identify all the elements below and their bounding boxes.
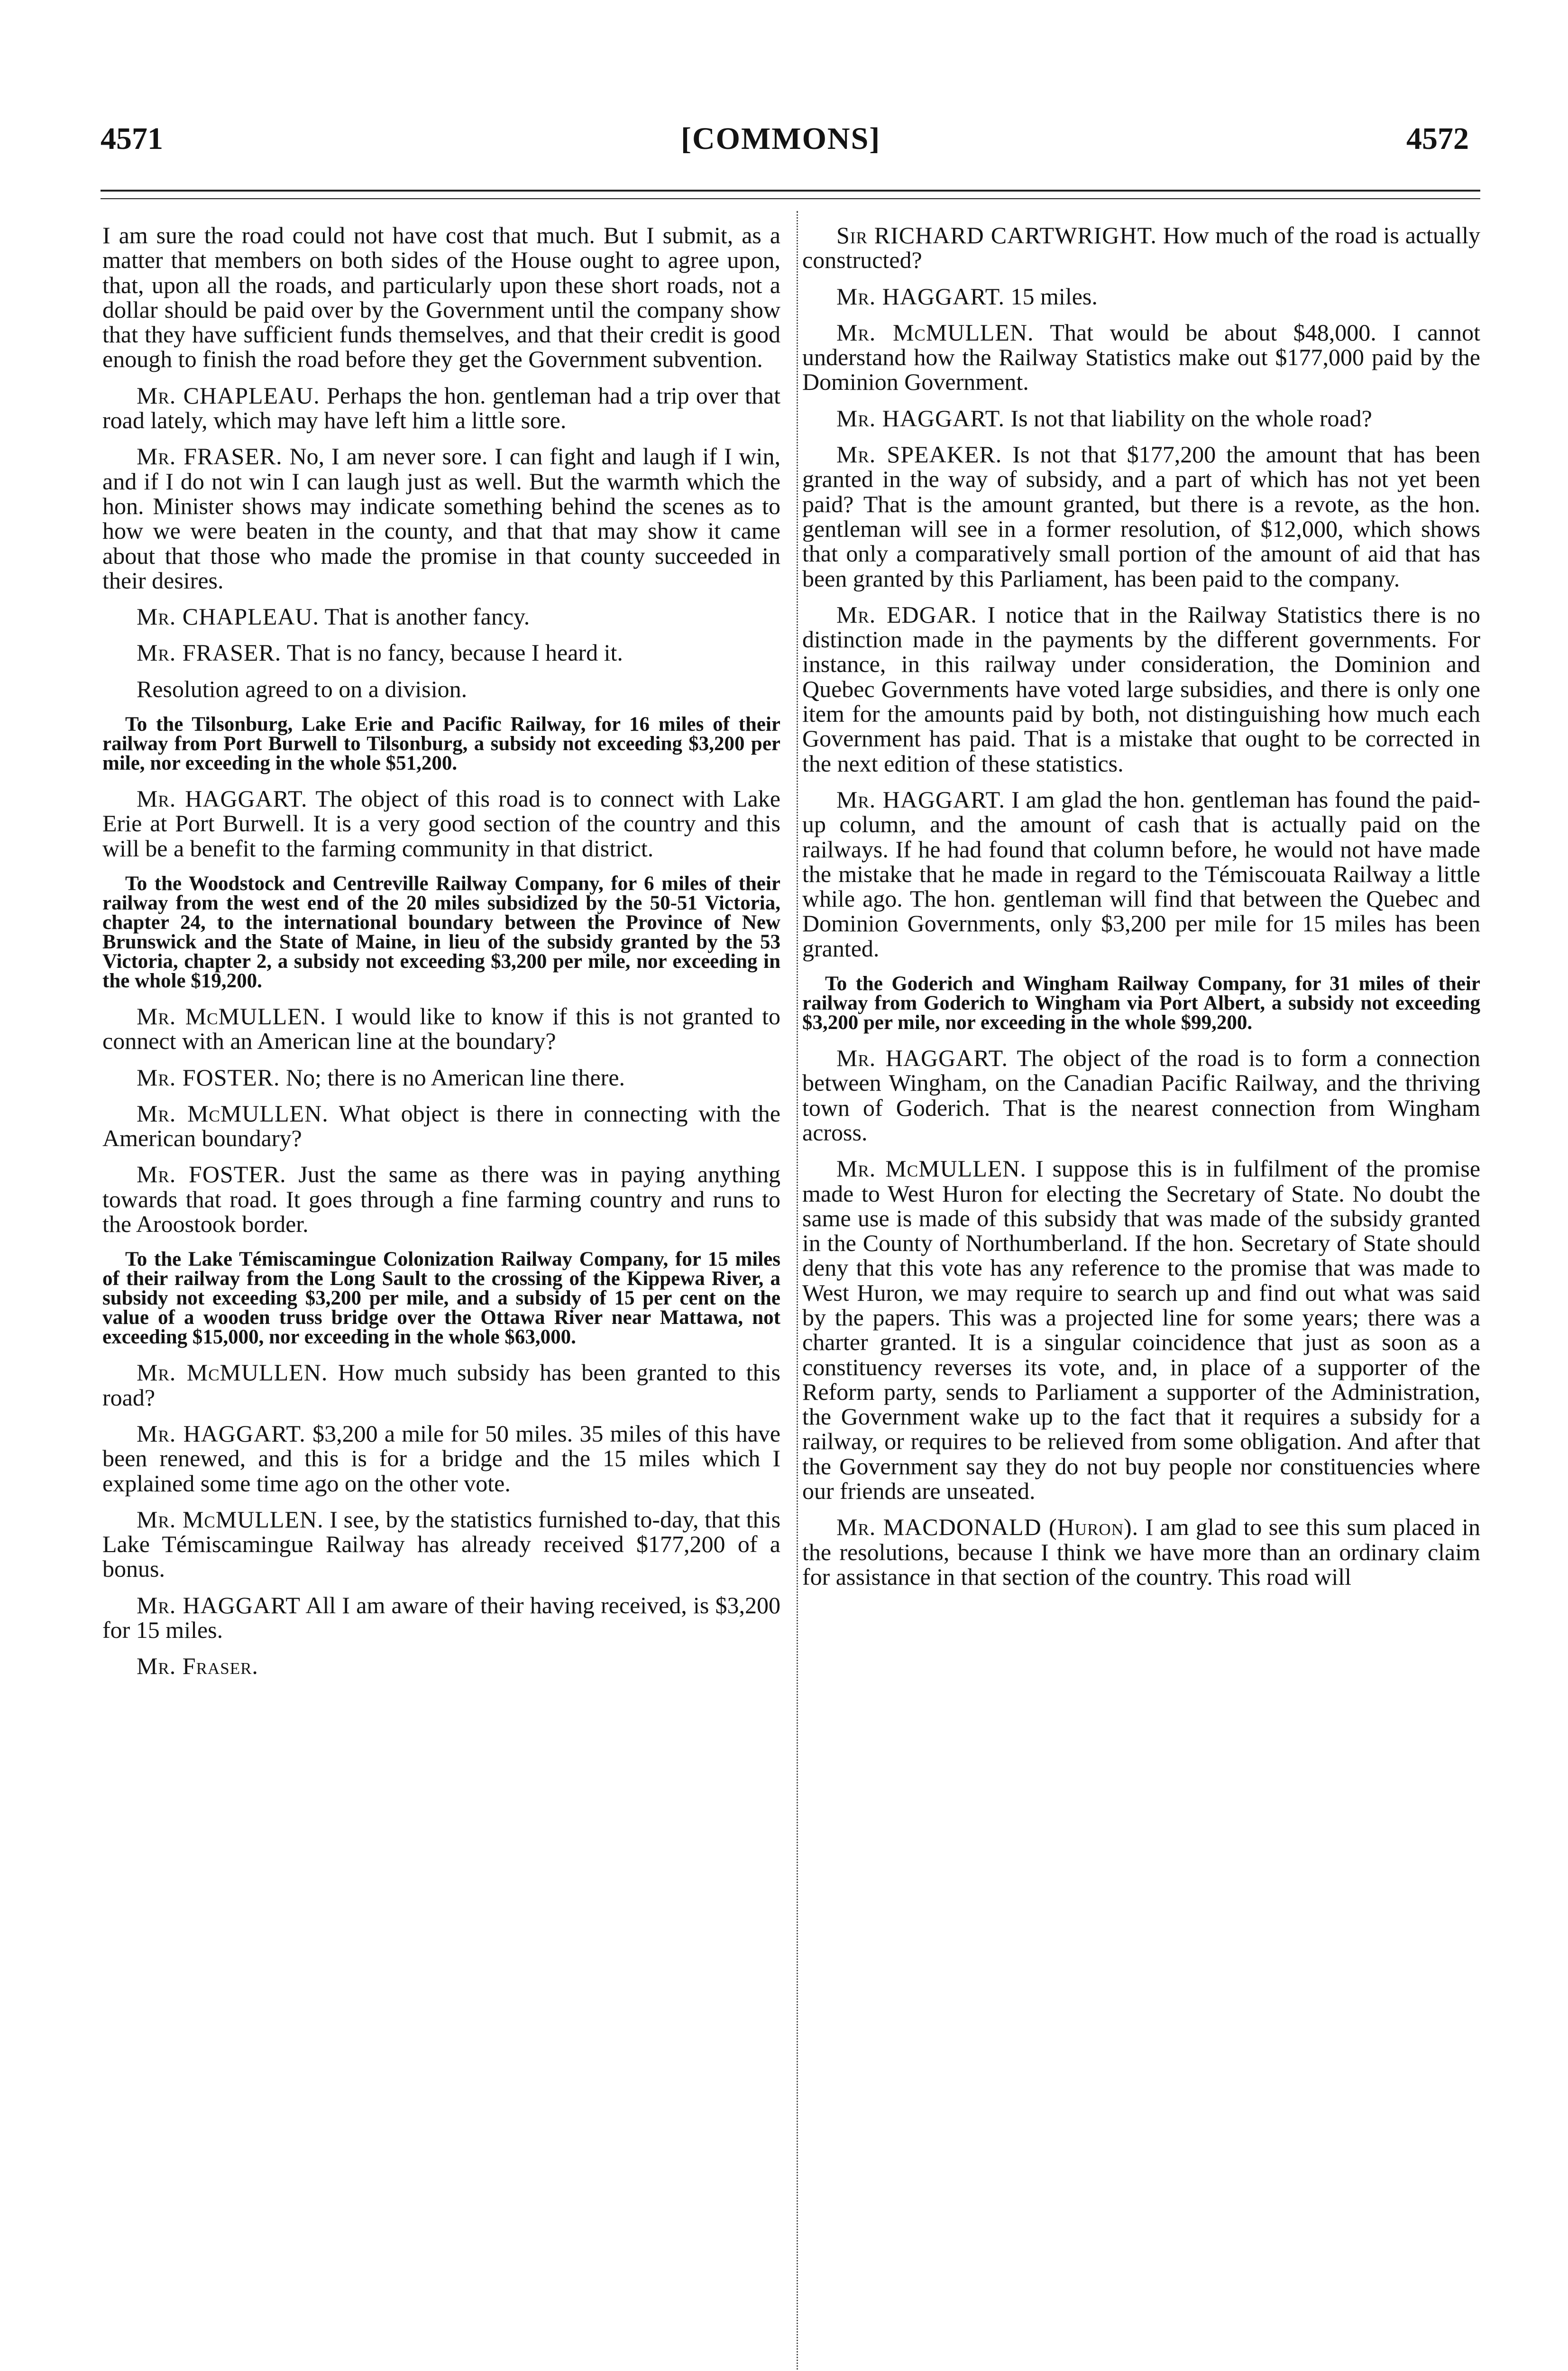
speech-paragraph <box>102 1004 780 1054</box>
page-header <box>0 0 1568 190</box>
speech-paragraph <box>802 602 1480 776</box>
speech-paragraph <box>102 640 780 665</box>
speech-paragraph <box>802 320 1480 395</box>
speaker-name: Mr. HAGGART. <box>836 1045 1008 1072</box>
speech-paragraph <box>102 1101 780 1151</box>
resolution-text: To the Tilsonburg, Lake Erie and Pacific Railway, for 16 miles of their railway from Port Burwell to Tilsonburg, a subsidy not exceeding $3,200 per mile, nor exceeding in the whole $51,200. <box>102 713 780 775</box>
speech-text: Resolution agreed to on a division. <box>137 675 468 702</box>
speech-text: 15 miles. <box>1010 283 1098 310</box>
speech-text: Perhaps the hon. gentleman had a trip over that road lately, which may have left him a little sore. <box>102 382 781 434</box>
narrative-paragraph <box>102 677 780 701</box>
speech-text: That is no fancy, because I heard it. <box>286 639 623 666</box>
speech-text: I am glad to see this sum placed in the resolutions, because I think we have more than an ordinary claim for assistance in that section of the country. This road will <box>802 1514 1480 1590</box>
speech-paragraph <box>102 1065 780 1090</box>
speech-paragraph <box>102 786 780 861</box>
speaker-name: Mr. EDGAR. <box>836 601 977 628</box>
speech-text: All I am aware of their having received, is $3,200 for 15 miles. <box>102 1591 781 1643</box>
resolution-text: To the Lake Témiscamingue Colonization Railway Company, for 15 miles of their railway from the Long Sault to the crossing of the Kippewa River, a subsidy not exceeding $3,200 per mile, and a subsidy of 15 per cent on the value of a wooden truss bridge over the Ottawa River near Mattawa, not exceeding $15,000, nor exceeding in the whole $63,000. <box>102 1248 780 1349</box>
speech-paragraph <box>102 383 780 433</box>
speech-text: That would be about $48,000. I cannot understand how the Railway Statistics make out $177,000 paid by the Dominion Government. <box>802 319 1480 395</box>
speech-text: What object is there in connecting with the American boundary? <box>102 1100 780 1152</box>
speech-paragraph <box>102 1360 780 1410</box>
speaker-name: Mr. McMULLEN. <box>137 1100 329 1127</box>
speaker-name: Mr. McMULLEN. <box>137 1359 328 1386</box>
speech-paragraph <box>802 223 1480 273</box>
speech-text: The object of the road is to form a connection between Wingham, on the Canadian Pacific Railway, and the thriving town of Goderich. That is the nearest connection from Wingham across. <box>802 1045 1480 1146</box>
speaker-name: Mr. FRASER. <box>137 443 283 470</box>
speech-text: That is another fancy. <box>324 603 530 630</box>
speaker-name: Mr. HAGGART <box>137 1591 301 1618</box>
speech-paragraph <box>102 1162 780 1236</box>
speech-text: Just the same as there was in paying anything towards that road. It goes through a fine farming country and runs to the Aroostook border. <box>102 1161 780 1238</box>
speaker-name: Mr. MACDONALD (Huron). <box>836 1514 1139 1541</box>
left-column <box>102 223 780 1679</box>
right-column <box>802 223 1480 1600</box>
signature-line: Mr. Fraser. <box>137 1653 258 1680</box>
header-rule <box>101 190 1480 192</box>
speech-text: How much subsidy has been granted to this road? <box>102 1359 781 1411</box>
speech-paragraph <box>802 406 1480 431</box>
speaker-name: Mr. McMULLEN. <box>836 319 1034 346</box>
page-number-left: 4571 <box>101 121 163 156</box>
speech-paragraph <box>102 604 780 629</box>
page-number-right: 4572 <box>1406 121 1469 156</box>
speech-paragraph <box>802 284 1480 309</box>
speaker-name: Mr. FOSTER. <box>137 1064 280 1091</box>
running-title: [COMMONS] <box>681 121 881 156</box>
speech-text: I see, by the statistics furnished to-day, that this Lake Témiscamingue Railway has already received $177,200 of a bonus. <box>102 1506 781 1582</box>
speaker-name: Mr. SPEAKER. <box>836 441 1002 468</box>
speech-paragraph <box>102 444 780 593</box>
speech-paragraph <box>802 442 1480 591</box>
narrative-paragraph <box>102 223 780 372</box>
speech-paragraph <box>102 1593 780 1643</box>
speaker-name: Mr. CHAPLEAU. <box>137 603 319 630</box>
header-rule-thin <box>101 198 1480 199</box>
speech-text: Is not that liability on the whole road? <box>1010 404 1372 432</box>
speech-paragraph <box>102 1421 780 1496</box>
speaker-name: Mr. HAGGART. <box>836 404 1005 432</box>
resolution-text: To the Woodstock and Centreville Railway Company, for 6 miles of their railway from the west end of the 20 miles subsidized by the 50-51 Victoria, chapter 24, to the international boundary between the Province of New Brunswick and the State of Maine, in lieu of the subsidy granted by the 53 Victoria, chapter 2, a subsidy not exceeding $3,200 per mile, nor exceeding in the whole $19,200. <box>102 872 780 992</box>
column-divider <box>797 211 798 2371</box>
speech-text: I am sure the road could not have cost that much. But I submit, as a matter that members on both sides of the House ought to agree upon, that, upon all the roads, and particularly upon these short roads, not a dollar should be paid over by the Government until the company show that they have sufficient funds themselves, and that their credit is good enough to finish the road before they get the Government subvention. <box>102 222 780 373</box>
speech-text: I would like to know if this is not granted to connect with an American line at the boundary? <box>102 1002 781 1055</box>
speech-paragraph <box>802 1046 1480 1145</box>
speaker-name: Mr. McMULLEN. <box>137 1002 327 1029</box>
speech-text: I suppose this is in fulfilment of the promise made to West Huron for electing the Secretary of State. No doubt the same use is made of this subsidy that was made of the subsidy granted in the County of Northumberland. If the hon. Secretary of State should deny that this vote has any reference to the promise that was made to West Huron, we may require to search up and find out what was said by the papers. This was a projected line for some years; there was a charter granted. It is a singular coincidence that just as soon as a constituency reverses its vote, and, in place of a supporter of the Reform party, sends to Parliament a supporter of the Administration, the Government wake up to the fact that it requires a subsidy for a railway, or requires to be relieved from some obligation. And after that the Government say they do not buy people nor constituencies where our friends are unseated. <box>802 1155 1481 1505</box>
speaker-name: Mr. HAGGART. <box>137 785 308 812</box>
speaker-name: Mr. HAGGART. <box>137 1420 306 1447</box>
speaker-name: Mr. CHAPLEAU. <box>137 382 320 409</box>
speech-paragraph <box>802 787 1480 961</box>
speech-text: No, I am never sore. I can fight and laugh if I win, and if I do not win I can laugh just as well. But the warmth which the hon. Minister shows may indicate something behind the scenes as to how we were beaten in the county, and that that may show it came about that those who made the promise in that county succeeded in their desires. <box>102 443 780 594</box>
speech-text: No; there is no American line there. <box>285 1064 625 1091</box>
speech-text: The object of this road is to connect with Lake Erie at Port Burwell. It is a very good section of the country and this will be a benefit to the farming community in that district. <box>102 785 780 862</box>
speaker-name: Mr. FRASER. <box>137 639 282 666</box>
speech-paragraph <box>102 1507 780 1581</box>
speaker-name: Sir RICHARD CARTWRIGHT. <box>836 222 1157 248</box>
speech-text: I notice that in the Railway Statistics there is no distinction made in the payments by the different governments. For instance, in this railway under consideration, the Dominion and Quebec Governments have voted large subsidies, and there is only one item for the amounts paid by both, not distinguishing how much each Government has paid. That is a mistake that ought to be corrected in the next edition of these statistics. <box>802 601 1480 777</box>
speaker-name: Mr. HAGGART. <box>836 786 1005 813</box>
speaker-name: Mr. McMULLEN. <box>137 1506 324 1533</box>
speech-text: Is not that $177,200 the amount that has been granted in the way of subsidy, and a part of which has not yet been paid? That is the amount granted, but there is a revote, as the hon. gentleman will see in a former resolution, of $12,000, which shows that only a comparatively small portion of the amount of aid that has been granted by this Parliament, has been paid to the company. <box>802 441 1481 592</box>
speech-paragraph <box>802 1515 1480 1589</box>
speaker-name: Mr. FOSTER. <box>137 1161 286 1188</box>
resolution-text: To the Goderich and Wingham Railway Company, for 31 miles of their railway from Goderich to Wingham via Port Albert, a subsidy not exceeding $3,200 per mile, nor exceeding in the whole $99,200. <box>802 973 1480 1034</box>
speaker-name: Mr. McMULLEN. <box>836 1155 1027 1182</box>
speaker-name: Mr. HAGGART. <box>836 283 1005 310</box>
speech-text: I am glad the hon. gentleman has found the paid-up column, and the amount of cash that is actually paid on the railways. If he had found that column before, he would not have made the mistake that he made in regard to the Témiscouata Railway a little while ago. The hon. gentleman will find that between the Quebec and Dominion Governments, only $3,200 per mile for 15 miles has been granted. <box>802 786 1480 962</box>
speech-text: How much of the road is actually constructed? <box>802 222 1481 274</box>
speech-paragraph <box>802 1156 1480 1503</box>
speech-text: $3,200 a mile for 50 miles. 35 miles of this have been renewed, and this is for a bridge and the 15 miles which I explained some time ago on the other vote. <box>102 1420 780 1497</box>
